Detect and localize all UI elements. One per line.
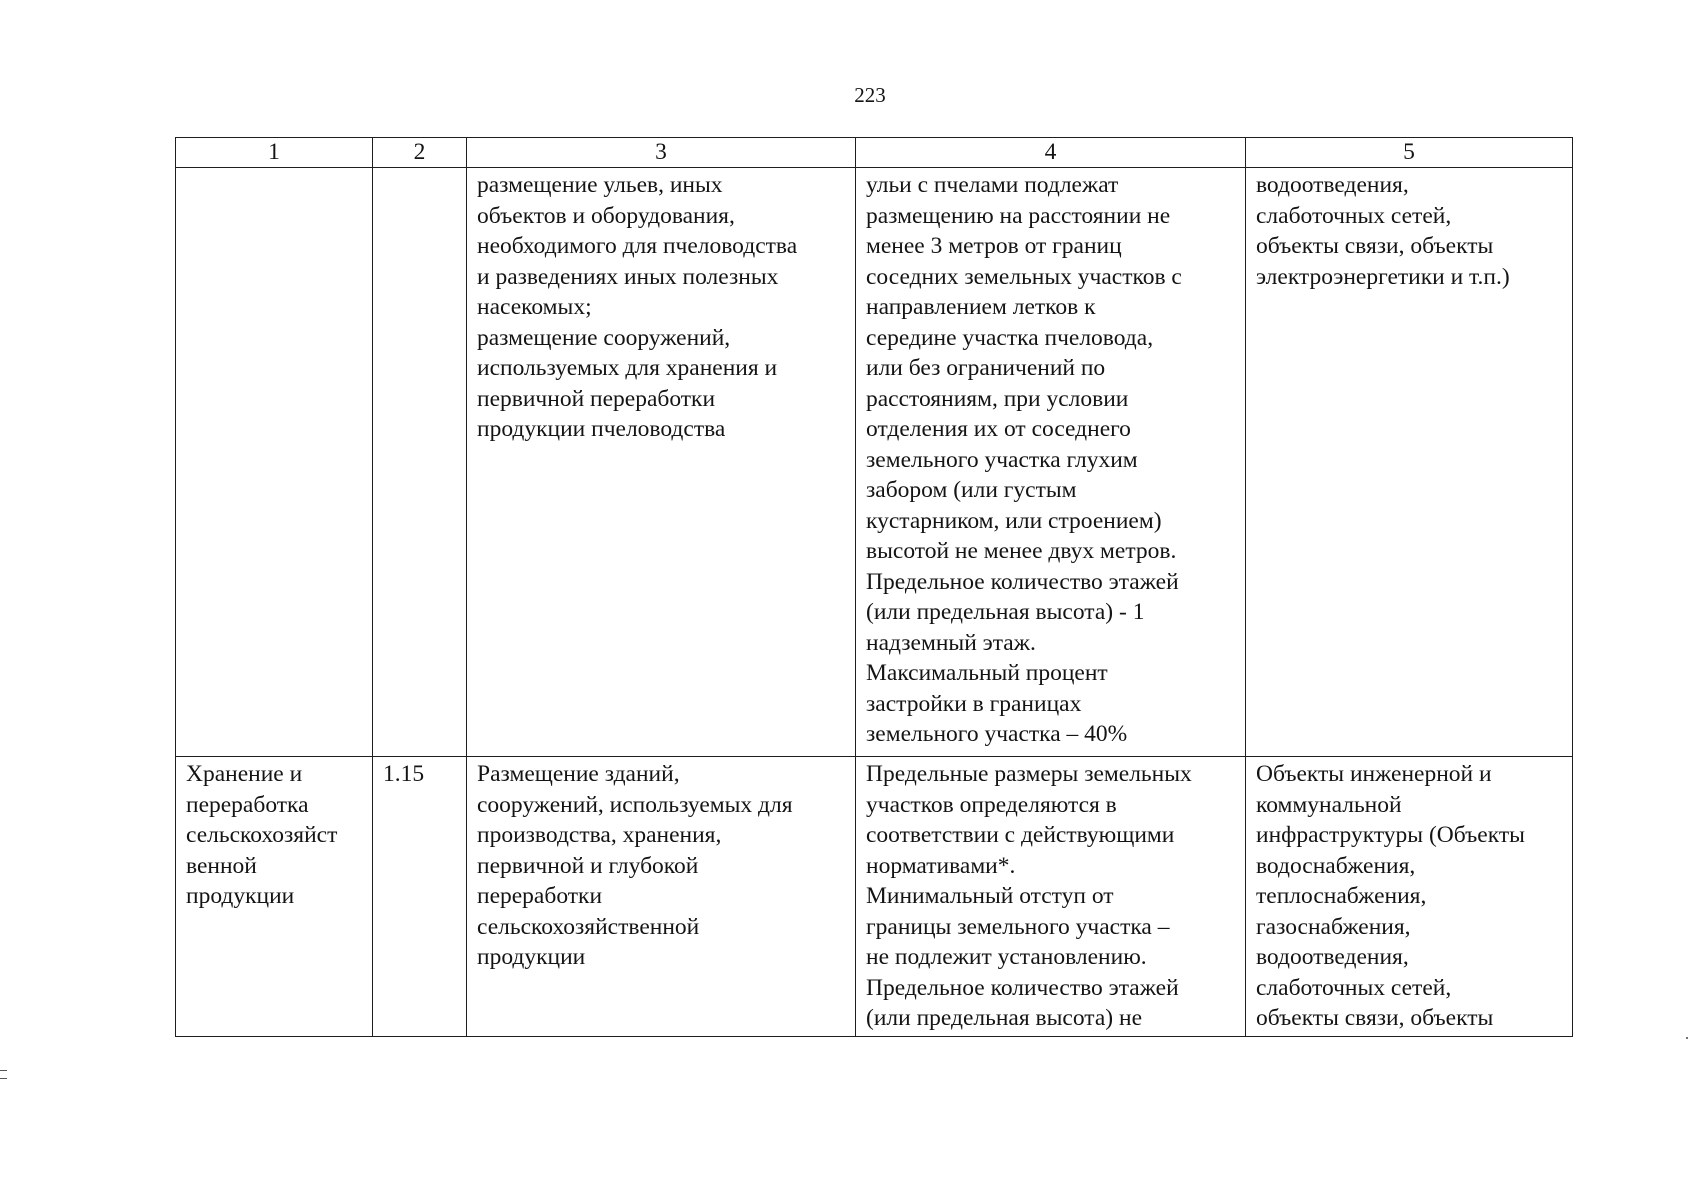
scan-speck: [1686, 1037, 1688, 1039]
auxiliary-uses-cell: Объекты инженерной и коммунальной инфраструктуры (Объекты водоснабжения, теплоснабжения, газоснабжения, водоотведения, слаботочных сетей, объекты связи, объекты: [1246, 757, 1573, 1037]
parameters-cell: ульи с пчелами подлежат размещению на расстоянии не менее 3 метров от границ соседних земельных участков с направлением летков к середине участка пчеловода, или без ограничений по расстояниям, при условии отделения их от соседнего земельного участка глухим забором (или густым кустарником, или строением) высотой не менее двух метров. Предельное количество этажей (или предельная высота) - 1 надземный этаж. Максимальный процент застройки в границах земельного участка – 40%: [856, 168, 1246, 757]
scan-margin-mark: [0, 1070, 7, 1079]
table-row: [176, 757, 1573, 1037]
land-use-name-cell: Хранение и переработка сельскохозяйст венной продукции: [176, 757, 373, 1037]
land-use-table: [175, 137, 1573, 1037]
parameters-cell: Предельные размеры земельных участков определяются в соответствии с действующими нормативами*. Минимальный отступ от границы земельного участка – не подлежит установлению. Предельное количество этажей (или предельная высота) не: [856, 757, 1246, 1037]
table-header-row: [176, 138, 1573, 168]
table-row: [176, 168, 1573, 757]
land-use-description-cell: Размещение зданий, сооружений, используемых для производства, хранения, первичной и глубокой переработки сельскохозяйственной продукции: [467, 757, 856, 1037]
land-use-code-cell: [373, 168, 467, 757]
land-use-description-cell: размещение ульев, иных объектов и оборудования, необходимого для пчеловодства и разведениях иных полезных насекомых; размещение сооружений, используемых для хранения и первичной переработки продукции пчеловодства: [467, 168, 856, 757]
page-number: 223: [854, 83, 886, 107]
column-header: 3: [467, 138, 856, 168]
column-header: 4: [856, 138, 1246, 168]
land-use-name-cell: [176, 168, 373, 757]
auxiliary-uses-cell: водоотведения, слаботочных сетей, объекты связи, объекты электроэнергетики и т.п.): [1246, 168, 1573, 757]
column-header: 5: [1246, 138, 1573, 168]
column-header: 2: [373, 138, 467, 168]
column-header: 1: [176, 138, 373, 168]
land-use-code-cell: 1.15: [373, 757, 467, 1037]
